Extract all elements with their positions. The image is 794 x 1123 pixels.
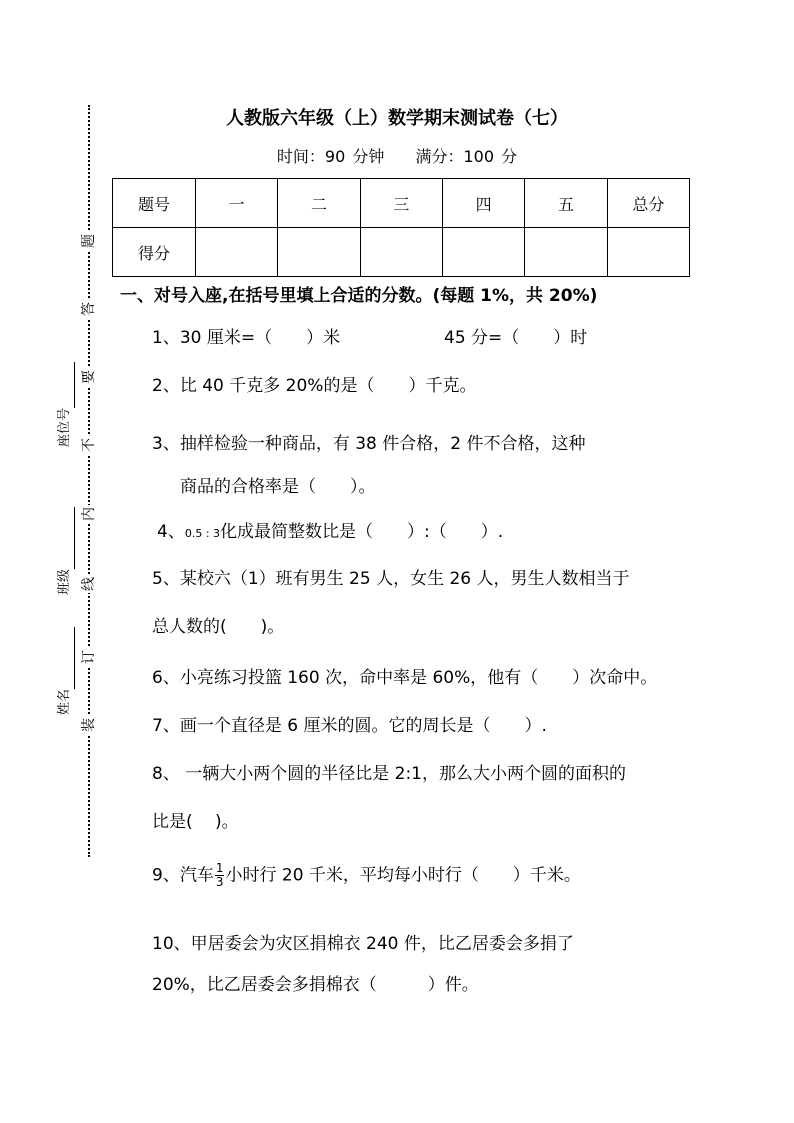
question-7: 7、画一个直径是 6 厘米的圆。它的周长是（ ）. (152, 716, 547, 736)
score-table-header-cell: 三 (360, 179, 442, 228)
binding-char: 题 (81, 234, 97, 248)
binding-char: 不 (81, 438, 97, 452)
question-4-ratio: 0.5 : 3 (184, 527, 221, 540)
score-table-header-cell: 四 (442, 179, 524, 228)
score-cell[interactable] (278, 228, 360, 277)
question-6: 6、小亮练习投篮 160 次，命中率是 60%，他有（ ）次命中。 (152, 668, 658, 688)
class-field[interactable] (55, 505, 75, 595)
score-row-label: 得分 (113, 228, 196, 277)
question-4 (157, 521, 503, 545)
question-1a: 1、30 厘米=（ ）米 (152, 328, 341, 348)
binding-char: 内 (81, 507, 97, 521)
question-3-line1: 3、抽样检验一种商品，有 38 件合格，2 件不合格，这种 (152, 434, 586, 454)
question-10-line2: 20%，比乙居委会多捐棉衣（ ）件。 (152, 975, 479, 995)
binding-char: 装 (81, 718, 97, 732)
seat-number-field[interactable] (55, 357, 75, 447)
score-table-header-cell: 题号 (113, 179, 196, 228)
class-label: 班级 (57, 568, 72, 595)
score-table-header-cell: 二 (278, 179, 360, 228)
score-table-header-row (113, 179, 690, 228)
question-4-prefix: 4、 (157, 522, 185, 542)
score-cell[interactable] (360, 228, 442, 277)
exam-title: 人教版六年级（上）数学期末测试卷（七） (226, 108, 568, 129)
score-table-header-cell: 总分 (607, 179, 689, 228)
score-table-header-cell: 五 (525, 179, 607, 228)
question-3-line2: 商品的合格率是（ ）。 (180, 477, 376, 497)
binding-char: 答 (81, 302, 97, 316)
question-5-line1: 5、某校六（1）班有男生 25 人，女生 26 人，男生人数相当于 (152, 569, 630, 589)
fraction-one-third: $\frac{1}{3}$ (215, 861, 224, 889)
question-8-line2: 比是( )。 (152, 812, 239, 832)
exam-time: 时间：90 分钟 (276, 147, 385, 166)
exam-info (0, 144, 794, 167)
binding-dotted-line (88, 105, 90, 857)
exam-full-score: 满分：100 分 (415, 147, 518, 166)
score-cell[interactable] (442, 228, 524, 277)
section-heading: 一、对号入座,在括号里填上合适的分数。(每题 1%，共 20%) (120, 286, 598, 306)
question-2: 2、比 40 千克多 20%的是（ ）千克。 (152, 376, 477, 396)
score-cell[interactable] (607, 228, 689, 277)
score-table-header-cell: 一 (196, 179, 278, 228)
question-8-line1: 8、 一辆大小两个圆的半径比是 2:1，那么大小两个圆的面积的 (152, 764, 626, 784)
question-10-line1: 10、甲居委会为灾区捐棉衣 240 件，比乙居委会多捐了 (152, 934, 574, 954)
name-field[interactable] (55, 625, 75, 715)
question-5-line2: 总人数的( )。 (152, 617, 285, 637)
seat-number-label: 座位号 (57, 407, 72, 447)
name-label: 姓名 (57, 688, 72, 715)
question-9 (152, 862, 581, 889)
binding-char: 要 (81, 370, 97, 384)
question-4-suffix: 化成最简整数比是（ ）:（ ）. (220, 522, 504, 542)
question-9-prefix: 9、汽车 (152, 865, 214, 886)
question-1b: 45 分=（ ）时 (444, 328, 588, 348)
binding-char: 线 (81, 577, 97, 591)
score-cell[interactable] (196, 228, 278, 277)
binding-char: 订 (81, 650, 97, 664)
question-9-suffix: 小时行 20 千米，平均每小时行（ ）千米。 (225, 865, 581, 886)
score-table (112, 178, 690, 277)
score-table-score-row (113, 228, 690, 277)
score-cell[interactable] (525, 228, 607, 277)
